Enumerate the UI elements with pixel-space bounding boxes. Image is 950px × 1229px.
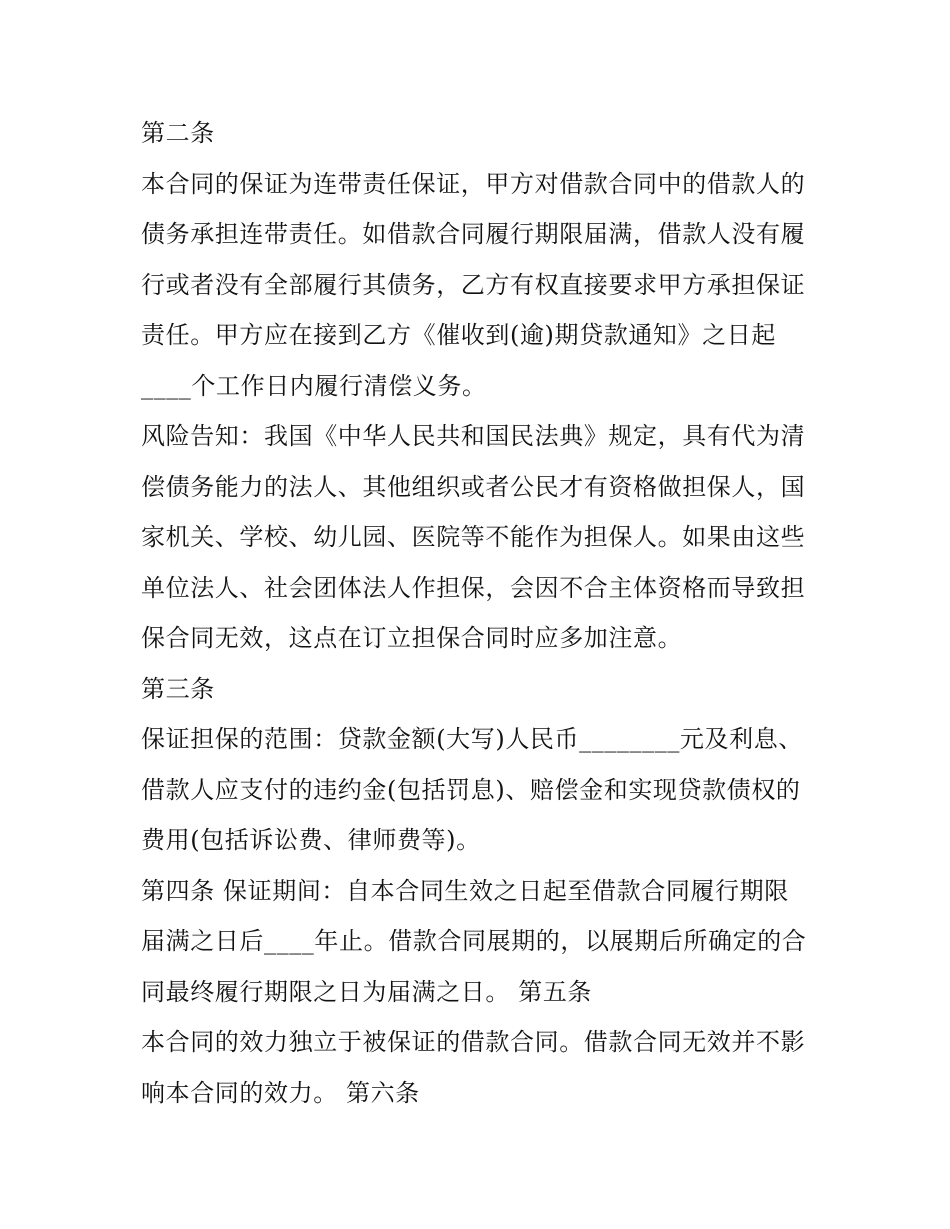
text-line: 本合同的保证为连带责任保证，甲方对借款合同中的借款人的 [141,169,806,198]
text-line: 借款人应支付的违约金(包括罚息)、赔偿金和实现贷款债权的 [141,775,801,804]
document-body [141,108,821,1118]
text-line: 单位法人、社会团体法人作担保，会因不合主体资格而导致担 [141,573,806,602]
text-line: 本合同的效力独立于被保证的借款合同。借款合同无效并不影 [141,1028,806,1056]
text-line: 行或者没有全部履行其债务，乙方有权直接要求甲方承担保证 [141,270,806,299]
text-line: 责任。甲方应在接到乙方《催收到(逾)期贷款通知》之日起 [141,321,776,349]
text-line: ____个工作日内履行清偿义务。 [141,371,487,400]
text-line: 届满之日后____年止。借款合同展期的，以展期后所确定的合 [141,927,807,955]
text-line: 同最终履行期限之日为届满之日。 第五条 [141,977,593,1006]
article-3-heading: 第三条 [141,674,215,703]
text-line: 偿债务能力的法人、其他组织或者公民才有资格做担保人，国 [141,472,806,501]
risk-notice-line: 风险告知：我国《中华人民共和国民法典》规定，具有代为清 [141,422,806,450]
text-line: 家机关、学校、幼儿园、医院等不能作为担保人。如果由这些 [141,523,806,551]
text-line: 响本合同的效力。 第六条 [141,1078,420,1107]
text-line: 保证担保的范围：贷款金额(大写)人民币________元及利息、 [141,725,803,753]
article-2-heading: 第二条 [141,119,215,147]
article-4-line: 第四条 保证期间：自本合同生效之日起至借款合同履行期限 [141,876,789,905]
text-line: 债务承担连带责任。如借款合同履行期限届满，借款人没有履 [141,220,806,248]
text-line: 保合同无效，这点在订立担保合同时应多加注意。 [141,624,683,652]
text-line: 费用(包括诉讼费、律师费等)。 [141,826,481,854]
